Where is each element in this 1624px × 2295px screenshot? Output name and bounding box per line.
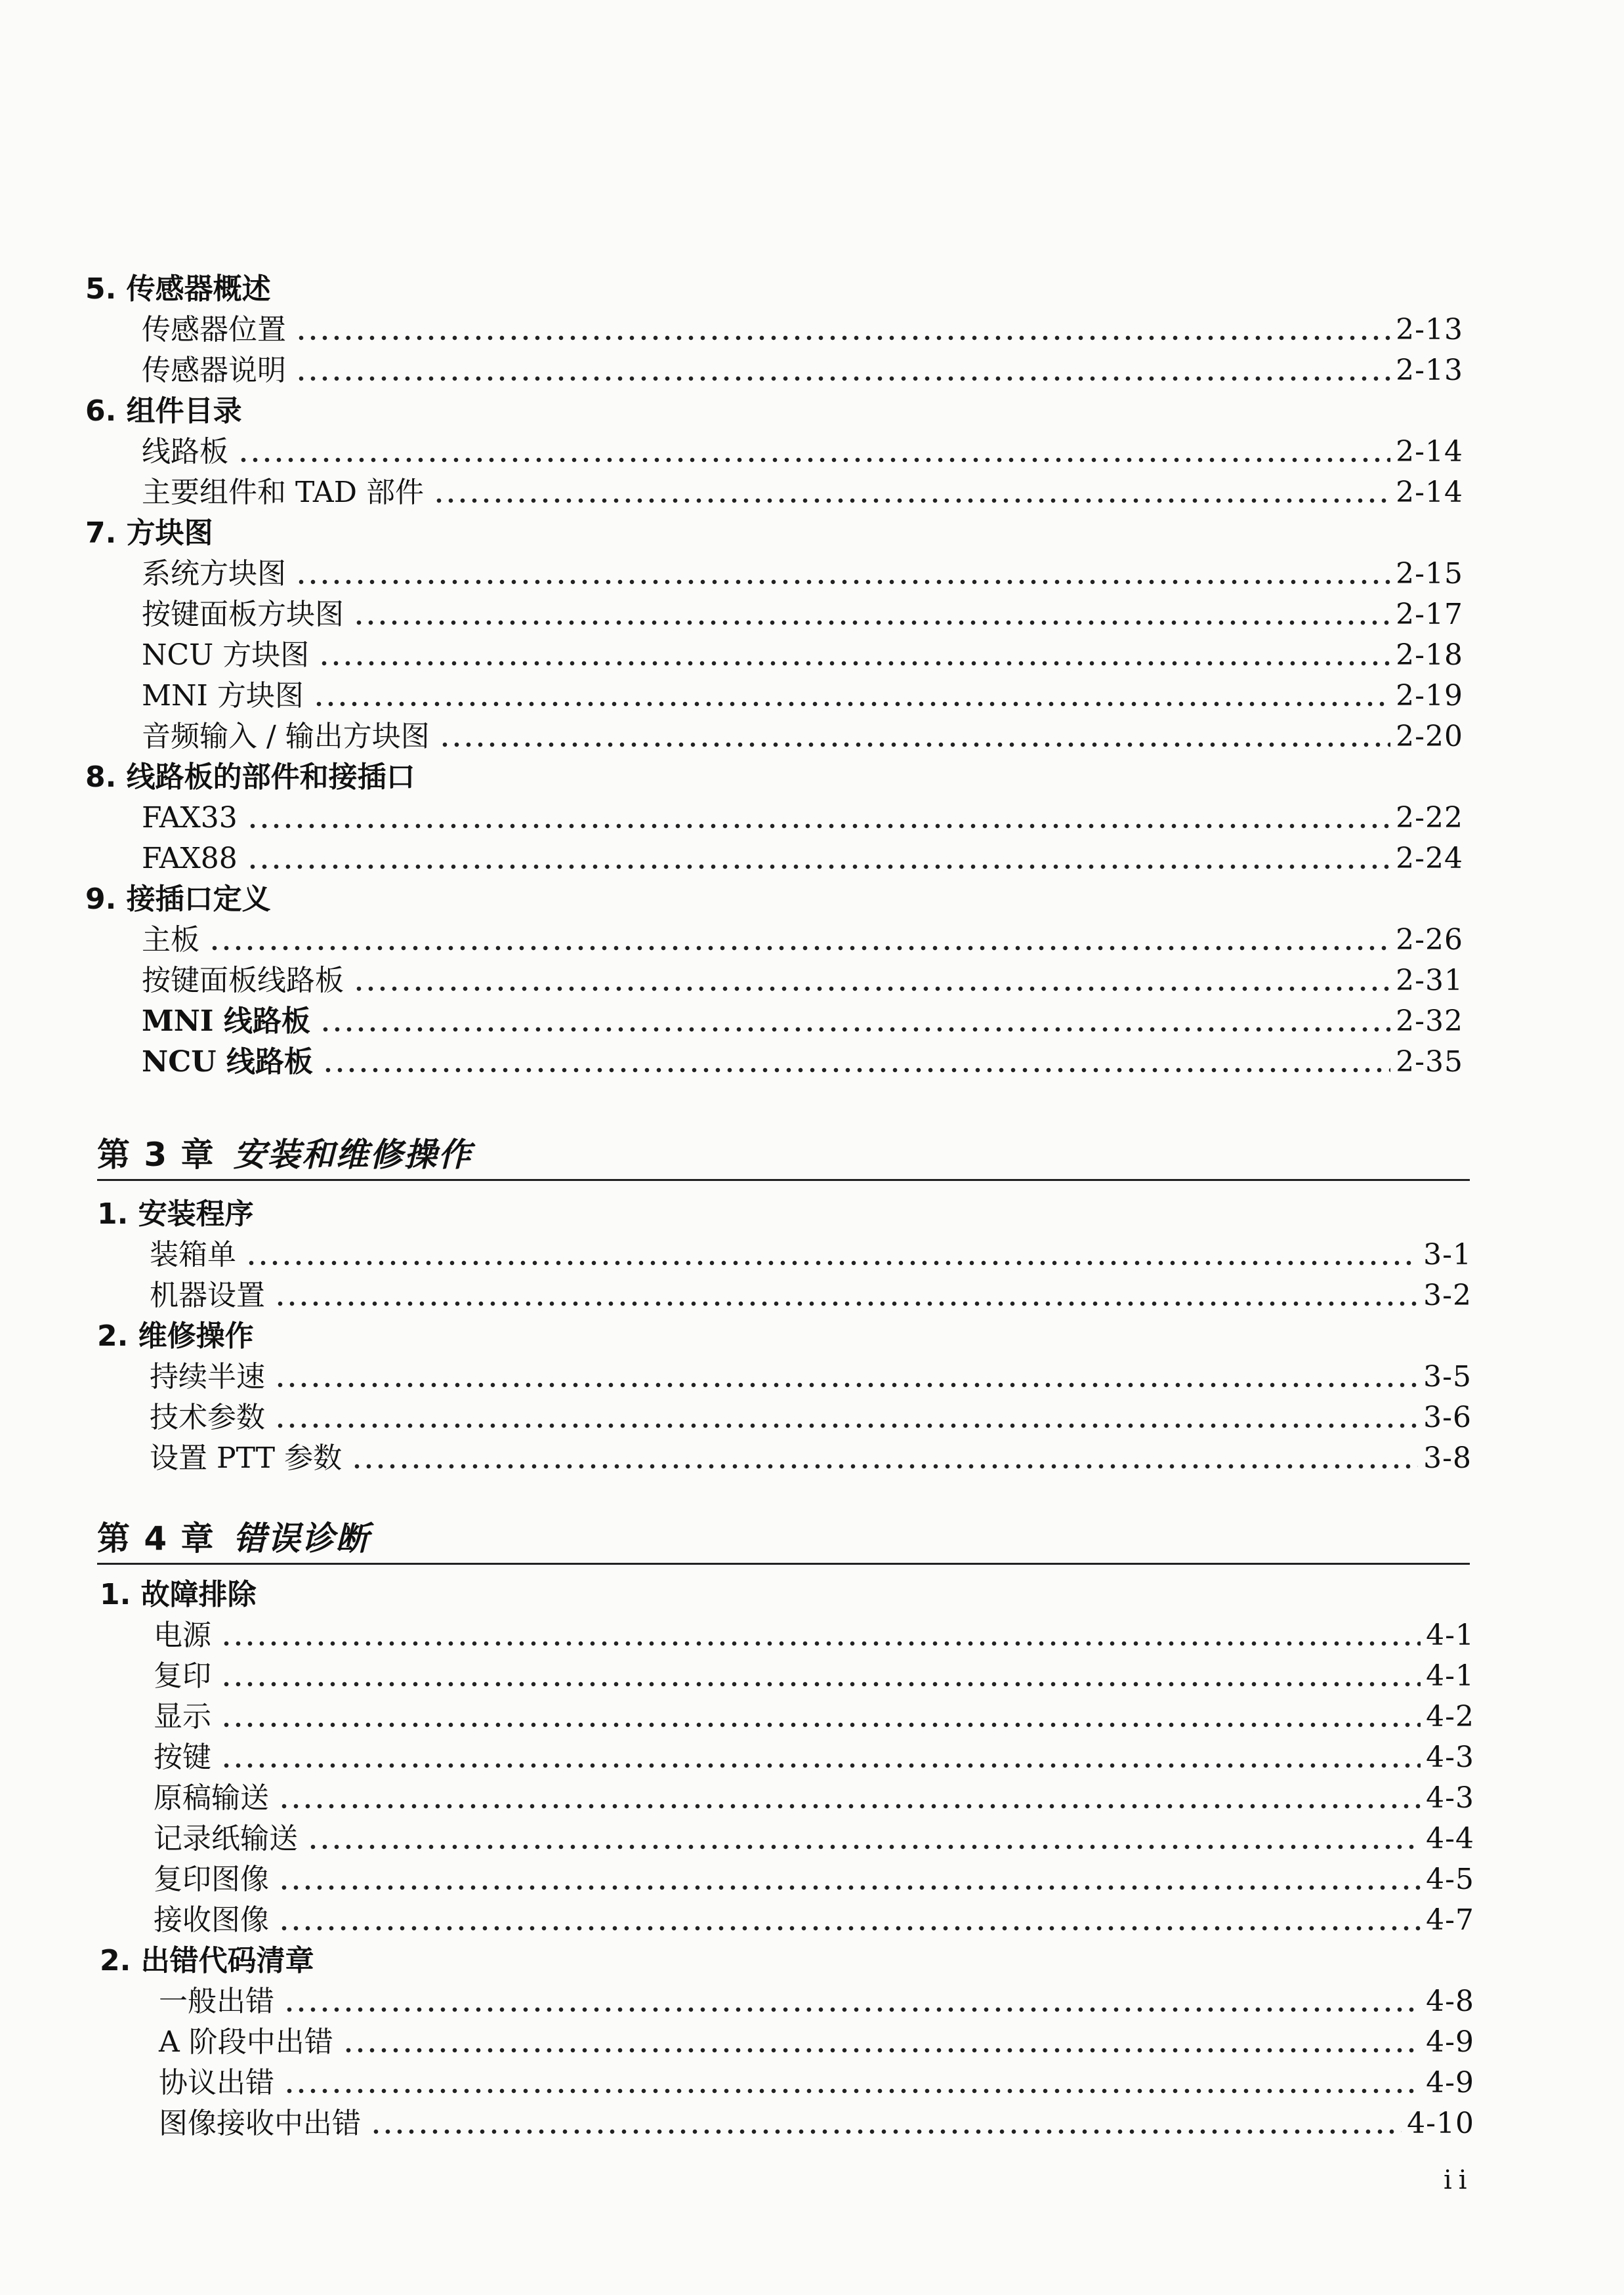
toc-entry[interactable] — [85, 635, 1463, 676]
toc-entry[interactable] — [97, 1438, 1472, 1479]
toc-entry-label: 复印 — [154, 1659, 211, 1693]
toc-entry-page: 3-8 — [1423, 1441, 1472, 1475]
dot-leader — [274, 1300, 1418, 1307]
dot-leader — [295, 579, 1390, 585]
toc-entry-label: NCU 方块图 — [142, 638, 310, 672]
toc-entry-page: 2-14 — [1396, 476, 1463, 509]
chapter2-toc-section — [85, 269, 1463, 1083]
toc-entry[interactable] — [100, 1697, 1474, 1737]
dot-leader — [209, 945, 1390, 951]
dot-leader — [313, 701, 1390, 707]
toc-entry-label: 记录纸输送 — [154, 1822, 298, 1855]
toc-entry[interactable] — [100, 2063, 1474, 2103]
toc-group-title: 6. 组件目录 — [85, 394, 242, 428]
toc-entry-page: 2-35 — [1396, 1045, 1463, 1079]
toc-entry-label: 显示 — [154, 1700, 211, 1733]
toc-entry[interactable] — [100, 1778, 1474, 1819]
toc-entry[interactable] — [97, 1357, 1472, 1397]
chapter-name: 错误诊断 — [233, 1520, 370, 1558]
toc-entry-page: 3-5 — [1423, 1360, 1472, 1394]
toc-entry[interactable] — [100, 1819, 1474, 1859]
dot-leader — [278, 1925, 1421, 1932]
toc-entry-label: NCU 线路板 — [142, 1045, 313, 1079]
dot-leader — [307, 1844, 1421, 1850]
toc-entry[interactable] — [100, 1859, 1474, 1900]
toc-entry[interactable] — [85, 310, 1463, 350]
toc-entry-page: 3-6 — [1423, 1401, 1472, 1434]
toc-entry-label: 原稿输送 — [154, 1781, 269, 1815]
toc-group-title: 1. 故障排除 — [100, 1578, 257, 1611]
toc-entry-label: 按键面板线路板 — [142, 964, 344, 997]
toc-entry[interactable] — [85, 472, 1463, 513]
toc-entry-page: 4-8 — [1426, 1985, 1474, 2018]
toc-entry-page: 2-15 — [1396, 557, 1463, 590]
toc-entry-page: 2-22 — [1396, 801, 1463, 835]
toc-entry-page: 2-19 — [1396, 679, 1463, 713]
toc-entry-page: 4-4 — [1426, 1822, 1474, 1855]
toc-entry-label: 持续半速 — [150, 1360, 265, 1394]
toc-entry-label: 技术参数 — [150, 1401, 265, 1434]
dot-leader — [295, 335, 1390, 341]
toc-group-title: 9. 接插口定义 — [85, 882, 271, 916]
dot-leader — [245, 1260, 1418, 1266]
dot-leader — [351, 1463, 1418, 1470]
dot-leader — [439, 741, 1390, 748]
toc-entry-label: 设置 PTT 参数 — [150, 1441, 343, 1475]
dot-leader — [278, 1803, 1421, 1809]
toc-entry-page: 2-13 — [1396, 313, 1463, 346]
toc-entry-label: 主板 — [142, 923, 199, 957]
dot-leader — [343, 2047, 1421, 2054]
dot-leader — [353, 985, 1390, 992]
dot-leader — [247, 823, 1390, 829]
toc-entry[interactable] — [85, 432, 1463, 472]
chapter3-heading — [97, 1132, 1470, 1181]
toc-entry[interactable] — [85, 1042, 1463, 1083]
toc-entry-label: 传感器说明 — [142, 354, 286, 387]
toc-entry-page: 4-5 — [1426, 1863, 1474, 1896]
toc-entry-page: 4-9 — [1426, 2025, 1474, 2059]
toc-entry-page: 4-1 — [1426, 1619, 1474, 1652]
toc-entry[interactable] — [85, 798, 1463, 838]
chapter3-toc-section — [97, 1194, 1472, 1479]
toc-entry-label: 系统方块图 — [142, 557, 286, 590]
chapter-number: 第 4 章 — [97, 1520, 215, 1558]
toc-entry[interactable] — [85, 554, 1463, 594]
toc-entry[interactable] — [100, 2022, 1474, 2063]
toc-entry[interactable] — [85, 920, 1463, 961]
toc-entry-page: 2-17 — [1396, 598, 1463, 631]
dot-leader — [274, 1422, 1418, 1429]
toc-entry[interactable] — [85, 716, 1463, 757]
toc-entry[interactable] — [85, 594, 1463, 635]
toc-entry-page: 4-7 — [1426, 1903, 1474, 1937]
toc-entry-label: MNI 线路板 — [142, 1004, 310, 1038]
toc-entry-label: 协议出错 — [159, 2066, 274, 2099]
toc-entry-label: 线路板 — [142, 435, 228, 468]
dot-leader — [433, 497, 1390, 504]
toc-entry[interactable] — [85, 676, 1463, 716]
toc-entry-page: 2-26 — [1396, 923, 1463, 957]
toc-entry-label: A 阶段中出错 — [159, 2025, 333, 2059]
chapter-rule — [97, 1179, 1470, 1181]
toc-entry[interactable] — [100, 1737, 1474, 1778]
toc-entry-page: 2-14 — [1396, 435, 1463, 468]
chapter-number: 第 3 章 — [97, 1136, 215, 1174]
toc-entry-label: FAX33 — [142, 801, 238, 835]
toc-entry-label: 电源 — [154, 1619, 211, 1652]
dot-leader — [322, 1067, 1390, 1073]
dot-leader — [295, 375, 1390, 382]
toc-entry-page: 3-1 — [1423, 1238, 1472, 1272]
toc-entry-page: 4-9 — [1426, 2066, 1474, 2099]
toc-entry-label: MNI 方块图 — [142, 679, 304, 713]
toc-entry-page: 2-24 — [1396, 842, 1463, 875]
toc-entry[interactable] — [97, 1275, 1472, 1316]
toc-entry[interactable] — [97, 1235, 1472, 1275]
dot-leader — [278, 1884, 1421, 1891]
dot-leader — [283, 2088, 1421, 2094]
toc-entry-label: 按键面板方块图 — [142, 598, 344, 631]
chapter-name: 安装和维修操作 — [233, 1136, 472, 1174]
toc-entry-page: 2-32 — [1396, 1004, 1463, 1038]
toc-entry[interactable] — [85, 838, 1463, 879]
toc-entry[interactable] — [85, 350, 1463, 391]
toc-entry-label: 一般出错 — [159, 1985, 274, 2018]
toc-entry[interactable] — [100, 1900, 1474, 1941]
dot-leader — [283, 2006, 1421, 2013]
dot-leader — [220, 1640, 1421, 1647]
page-number: ii — [1444, 2165, 1474, 2195]
dot-leader — [320, 1026, 1390, 1033]
dot-leader — [220, 1681, 1421, 1687]
chapter-rule — [97, 1563, 1470, 1565]
toc-group-title: 1. 安装程序 — [97, 1197, 254, 1231]
toc-entry[interactable] — [85, 961, 1463, 1001]
toc-entry-label: 按键 — [154, 1741, 211, 1774]
toc-entry[interactable] — [100, 2103, 1474, 2144]
toc-entry-label: 机器设置 — [150, 1279, 265, 1312]
toc-group-title: 5. 传感器概述 — [85, 272, 271, 306]
toc-group-title: 7. 方块图 — [85, 516, 213, 550]
toc-entry-page: 4-1 — [1426, 1659, 1474, 1693]
toc-entry-page: 2-13 — [1396, 354, 1463, 387]
toc-entry[interactable] — [100, 1615, 1474, 1656]
toc-entry-page: 3-2 — [1423, 1279, 1472, 1312]
toc-group-title: 8. 线路板的部件和接插口 — [85, 760, 415, 794]
toc-entry-page: 2-31 — [1396, 964, 1463, 997]
toc-entry-label: FAX88 — [142, 842, 238, 875]
toc-entry[interactable] — [100, 1981, 1474, 2022]
toc-entry-label: 装箱单 — [150, 1238, 236, 1272]
toc-entry-page: 2-20 — [1396, 720, 1463, 753]
dot-leader — [220, 1762, 1421, 1769]
toc-entry-label: 主要组件和 TAD 部件 — [142, 476, 424, 509]
toc-entry[interactable] — [97, 1397, 1472, 1438]
toc-entry-label: 图像接收中出错 — [159, 2107, 361, 2140]
toc-group-title: 2. 出错代码清章 — [100, 1944, 314, 1977]
toc-entry-label: 传感器位置 — [142, 313, 286, 346]
dot-leader — [238, 457, 1390, 463]
dot-leader — [274, 1382, 1418, 1388]
toc-entry-page: 4-10 — [1407, 2107, 1474, 2140]
toc-entry-label: 音频输入 / 输出方块图 — [142, 720, 430, 753]
chapter4-toc-section — [100, 1575, 1474, 2144]
toc-entry-page: 4-2 — [1426, 1700, 1474, 1733]
dot-leader — [318, 660, 1390, 667]
toc-group-title: 2. 维修操作 — [97, 1319, 254, 1353]
toc-entry-page: 2-18 — [1396, 638, 1463, 672]
toc-entry[interactable] — [85, 1001, 1463, 1042]
toc-entry-page: 4-3 — [1426, 1781, 1474, 1815]
dot-leader — [353, 619, 1390, 626]
toc-entry-label: 接收图像 — [154, 1903, 269, 1937]
dot-leader — [247, 863, 1390, 870]
chapter4-heading — [97, 1516, 1470, 1565]
dot-leader — [220, 1722, 1421, 1728]
toc-entry-label: 复印图像 — [154, 1863, 269, 1896]
toc-entry-page: 4-3 — [1426, 1741, 1474, 1774]
dot-leader — [370, 2128, 1402, 2135]
toc-entry[interactable] — [100, 1656, 1474, 1697]
